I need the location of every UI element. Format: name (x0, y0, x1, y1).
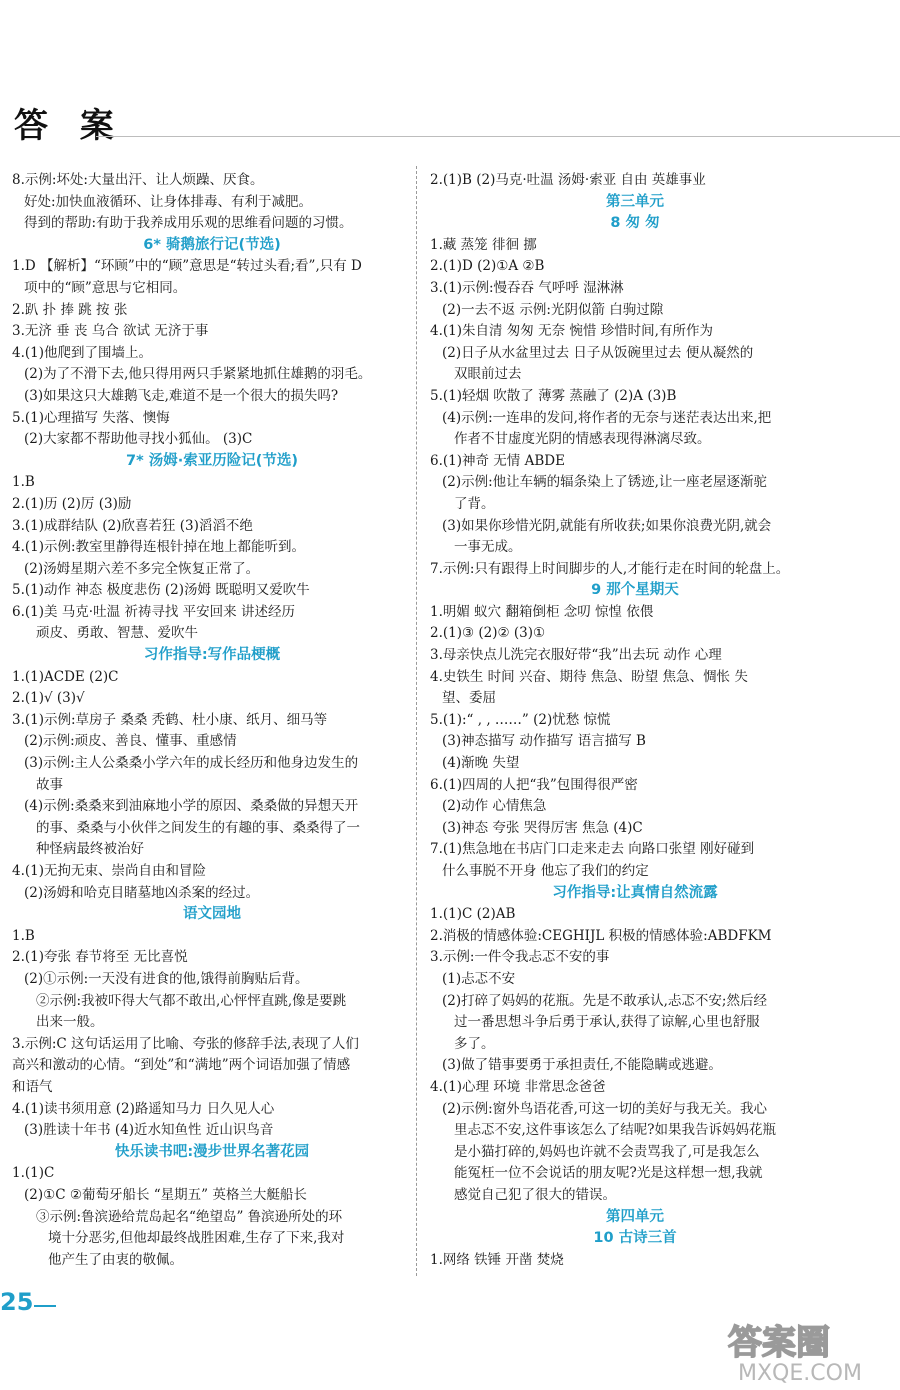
answer-line: (2)示例:顽皮、善良、懂事、重感情 (24, 733, 237, 750)
answer-line: 多了。 (454, 1035, 495, 1052)
answer-line: 感觉自己犯了很大的错误。 (454, 1186, 616, 1203)
answer-line: 1.(1)C (2)AB (430, 906, 516, 923)
answer-line: 3.示例:C 这句话运用了比喻、夸张的修辞手法,表现了人们 (12, 1035, 359, 1052)
answer-line: 2.(1)③ (2)② (3)① (430, 625, 546, 642)
answer-line: 1.B (12, 474, 35, 491)
answer-line: 3.无济 垂 丧 乌合 欲试 无济于事 (12, 323, 209, 340)
answer-line: 1.D 【解析】“环顾”中的“顾”意思是“转过头看;看”,只有 D (12, 258, 362, 275)
section-heading: 7* 汤姆·索亚历险记(节选) (126, 452, 298, 469)
section-heading: 10 古诗三首 (593, 1230, 677, 1247)
answer-line: 双眼前过去 (454, 366, 522, 383)
answer-line: 5.(1)心理描写 失落、懊悔 (12, 409, 170, 426)
section-heading: 第三单元 (606, 193, 664, 210)
answer-line: 的事、桑桑与小伙伴之间发生的有趣的事、桑桑得了一 (36, 819, 360, 836)
answer-line: 8.示例:坏处:大量出汗、让人烦躁、厌食。 (12, 172, 264, 188)
answer-line: 6.(1)神奇 无情 ABDE (430, 452, 565, 469)
answer-line: 4.史铁生 时间 兴奋、期待 焦急、盼望 焦急、惆怅 失 (430, 668, 748, 685)
answer-line: 6.(1)四周的人把“我”包围得很严密 (430, 776, 638, 793)
answer-line: 什么事脱不开身 他忘了我们的约定 (442, 863, 649, 879)
answer-line: (3)神态描写 动作描写 语言描写 B (442, 733, 646, 750)
answer-line: (2)示例:他让车辆的辐条染上了锈迹,让一座老屋逐渐驼 (442, 474, 767, 491)
answer-line: 5.(1)动作 神态 极度悲伤 (2)汤姆 既聪明又爱吹牛 (12, 582, 310, 599)
answer-line: 3.(1)示例:草房子 桑桑 秃鹤、杜小康、纸月、细马等 (12, 711, 328, 728)
answer-line: 3.母亲快点儿洗完衣服好带“我”出去玩 动作 心理 (430, 647, 722, 664)
answer-line: 项中的“顾”意思与它相同。 (24, 279, 187, 296)
answer-line: 2.(1)B (2)马克·吐温 汤姆·索亚 自由 英雄事业 (430, 172, 706, 188)
answer-line: ②示例:我被吓得大气都不敢出,心怦怦直跳,像是要跳 (36, 992, 347, 1009)
left-column (12, 170, 412, 1271)
answer-line: 1.网络 铁锤 开凿 焚烧 (430, 1251, 564, 1268)
answer-line: 4.(1)示例:教室里静得连根针掉在地上都能听到。 (12, 539, 306, 556)
section-heading: 快乐读书吧:漫步世界名著花园 (114, 1143, 310, 1160)
answer-line: 3.(1)示例:慢吞吞 气呼呼 湿淋淋 (430, 279, 624, 296)
answer-line: 7.示例:只有跟得上时间脚步的人,才能行走在时间的轮盘上。 (430, 560, 790, 577)
answer-line: ③示例:鲁滨逊给荒岛起名“绝望岛” 鲁滨逊所处的环 (36, 1208, 343, 1225)
watermark-logo (722, 1318, 890, 1384)
page-title: 答 案 (14, 106, 124, 146)
answer-line: (4)示例:桑桑来到油麻地小学的原因、桑桑做的异想天开 (24, 798, 359, 815)
answer-line: 能冤枉一位不会说话的朋友呢?光是这样想一想,我就 (454, 1165, 763, 1182)
answer-line: (2)汤姆星期六差不多完全恢复正常了。 (24, 560, 260, 577)
answer-line: 2.趴 扑 捧 跳 按 张 (12, 301, 128, 318)
answer-line: (3)如果你珍惜光阴,就能有所收获;如果你浪费光阴,就会 (442, 517, 772, 534)
section-heading: 8 匆 匆 (610, 215, 660, 232)
answer-line: 1.(1)ACDE (2)C (12, 668, 119, 685)
answer-line: 1.藏 蒸笼 徘徊 挪 (430, 236, 537, 253)
column-divider (416, 166, 417, 1276)
answer-line: (3)做了错事要勇于承担责任,不能隐瞒或逃避。 (442, 1057, 722, 1074)
answer-line: 4.(1)朱自清 匆匆 无奈 惋惜 珍惜时间,有所作为 (430, 323, 713, 340)
answer-line: (4)渐晚 失望 (442, 755, 520, 772)
answer-line: (3)胜读十年书 (4)近水知鱼性 近山识鸟音 (24, 1122, 274, 1139)
answer-line: 2.(1)历 (2)厉 (3)励 (12, 495, 132, 512)
answer-line: 一事无成。 (454, 539, 522, 556)
answer-line: 得到的帮助:有助于我养成用乐观的思维看问题的习惯。 (24, 215, 353, 232)
watermark-text: 答案圈 (728, 1323, 830, 1363)
answer-line: 境十分恶劣,但他却最终战胜困难,生存了下来,我对 (48, 1230, 345, 1247)
section-heading: 习作指导:让真情自然流露 (552, 884, 718, 901)
answer-line: 2.(1)√ (3)√ (12, 690, 85, 707)
page-number-rule (34, 1305, 56, 1307)
answer-line: (4)示例:一连串的发问,将作者的无奈与迷茫表达出来,把 (442, 409, 772, 426)
answer-line: 4.(1)读书须用意 (2)路遥知马力 日久见人心 (12, 1100, 275, 1117)
answer-line: (2)①示例:一天没有进食的他,饿得前胸贴后背。 (24, 970, 309, 987)
answer-line: 4.(1)他爬到了围墙上。 (12, 344, 153, 361)
answer-line: 5.(1):“ , , ……” (2)忧愁 惊慌 (430, 711, 611, 728)
answer-line: 里忐忑不安,这件事该怎么了结呢?如果我告诉妈妈花瓶 (454, 1122, 777, 1139)
answer-line: (2)为了不滑下去,他只得用两只手紧紧地抓住雄鹅的羽毛。 (24, 366, 372, 383)
answer-line: 好处:加快血液循环、让身体排毒、有利于减肥。 (24, 193, 313, 210)
answer-line: 4.(1)无拘无束、崇尚自由和冒险 (12, 863, 207, 879)
answer-line: 和语气 (12, 1078, 53, 1095)
answer-line: 1.(1)C (12, 1165, 55, 1182)
section-heading: 习作指导:写作品梗概 (143, 647, 281, 664)
answer-line: 过一番思想斗争后勇于承认,获得了谅解,心里也舒服 (454, 1014, 760, 1031)
answer-line: (1)忐忑不安 (442, 970, 516, 987)
answer-line: (2)汤姆和哈克目睹墓地凶杀案的经过。 (24, 884, 260, 901)
title-rule (96, 136, 900, 137)
answer-line: (3)如果这只大雄鹅飞走,难道不是一个很大的损失吗? (24, 387, 339, 404)
answer-line: 3.示例:一件令我忐忑不安的事 (430, 949, 610, 966)
section-heading: 第四单元 (606, 1208, 664, 1225)
answer-line: 是小猫打碎的,妈妈也许就不会责骂我了,可是我怎么 (454, 1143, 760, 1160)
answer-line: 6.(1)美 马克·吐温 祈祷寻找 平安回来 讲述经历 (12, 603, 295, 620)
answer-line: (2)大家都不帮助他寻找小狐仙。 (3)C (24, 431, 253, 448)
answer-line: 7.(1)焦急地在书店门口走来走去 向路口张望 刚好碰到 (430, 841, 755, 858)
answer-line: 1.明媚 蚁穴 翻箱倒柜 念叨 惊惶 依偎 (430, 603, 654, 620)
answer-line: 种怪病最终被治好 (36, 841, 144, 858)
answer-line: 2.(1)D (2)①A ②B (430, 258, 545, 275)
answer-line: (2)动作 心情焦急 (442, 798, 547, 815)
section-heading: 语文园地 (183, 906, 241, 923)
answer-line: (2)日子从水盆里过去 日子从饭碗里过去 便从凝然的 (442, 344, 754, 361)
page-number: 25 (0, 1288, 34, 1316)
answer-line: 5.(1)轻烟 吹散了 薄雾 蒸融了 (2)A (3)B (430, 387, 677, 404)
answer-line: 2.消极的情感体验:CEGHIJL 积极的情感体验:ABDFKM (430, 927, 772, 944)
answer-line: (3)神态 夸张 哭得厉害 焦急 (4)C (442, 819, 643, 836)
answer-line: (2)打碎了妈妈的花瓶。先是不敢承认,忐忑不安;然后经 (442, 992, 767, 1009)
answer-line: (3)示例:主人公桑桑小学六年的成长经历和他身边发生的 (24, 755, 359, 772)
answer-line: 作者不甘虚度光阴的情感表现得淋漓尽致。 (454, 431, 711, 448)
answer-line: 高兴和激动的心情。“到处”和“满地”两个词语加强了情感 (12, 1057, 351, 1074)
answer-line: 2.(1)夸张 春节将至 无比喜悦 (12, 949, 188, 966)
section-heading: 6* 骑鹅旅行记(节选) (143, 236, 281, 253)
answer-line: 望、委屈 (442, 690, 496, 707)
answer-line: 1.B (12, 927, 35, 944)
answer-line: (2)示例:窗外鸟语花香,可这一切的美好与我无关。我心 (442, 1100, 767, 1117)
answer-line: 4.(1)心理 环境 非常思念爸爸 (430, 1078, 606, 1095)
answer-line: (2)①C ②葡萄牙船长 “星期五” 英格兰大艇船长 (24, 1186, 307, 1203)
answer-line: 故事 (36, 776, 63, 793)
answer-line: (2)一去不返 示例:光阴似箭 白驹过隙 (442, 301, 664, 318)
answer-line: 出来一般。 (36, 1014, 104, 1031)
answer-line: 他产生了由衷的敬佩。 (48, 1251, 183, 1268)
section-heading: 9 那个星期天 (591, 582, 679, 599)
watermark-url: MXQE.COM (738, 1361, 862, 1384)
right-column (430, 170, 840, 1271)
answer-line: 顽皮、勇敢、智慧、爱吹牛 (36, 625, 198, 642)
answer-line: 3.(1)成群结队 (2)欣喜若狂 (3)滔滔不绝 (12, 517, 253, 534)
answer-line: 了背。 (454, 495, 495, 512)
